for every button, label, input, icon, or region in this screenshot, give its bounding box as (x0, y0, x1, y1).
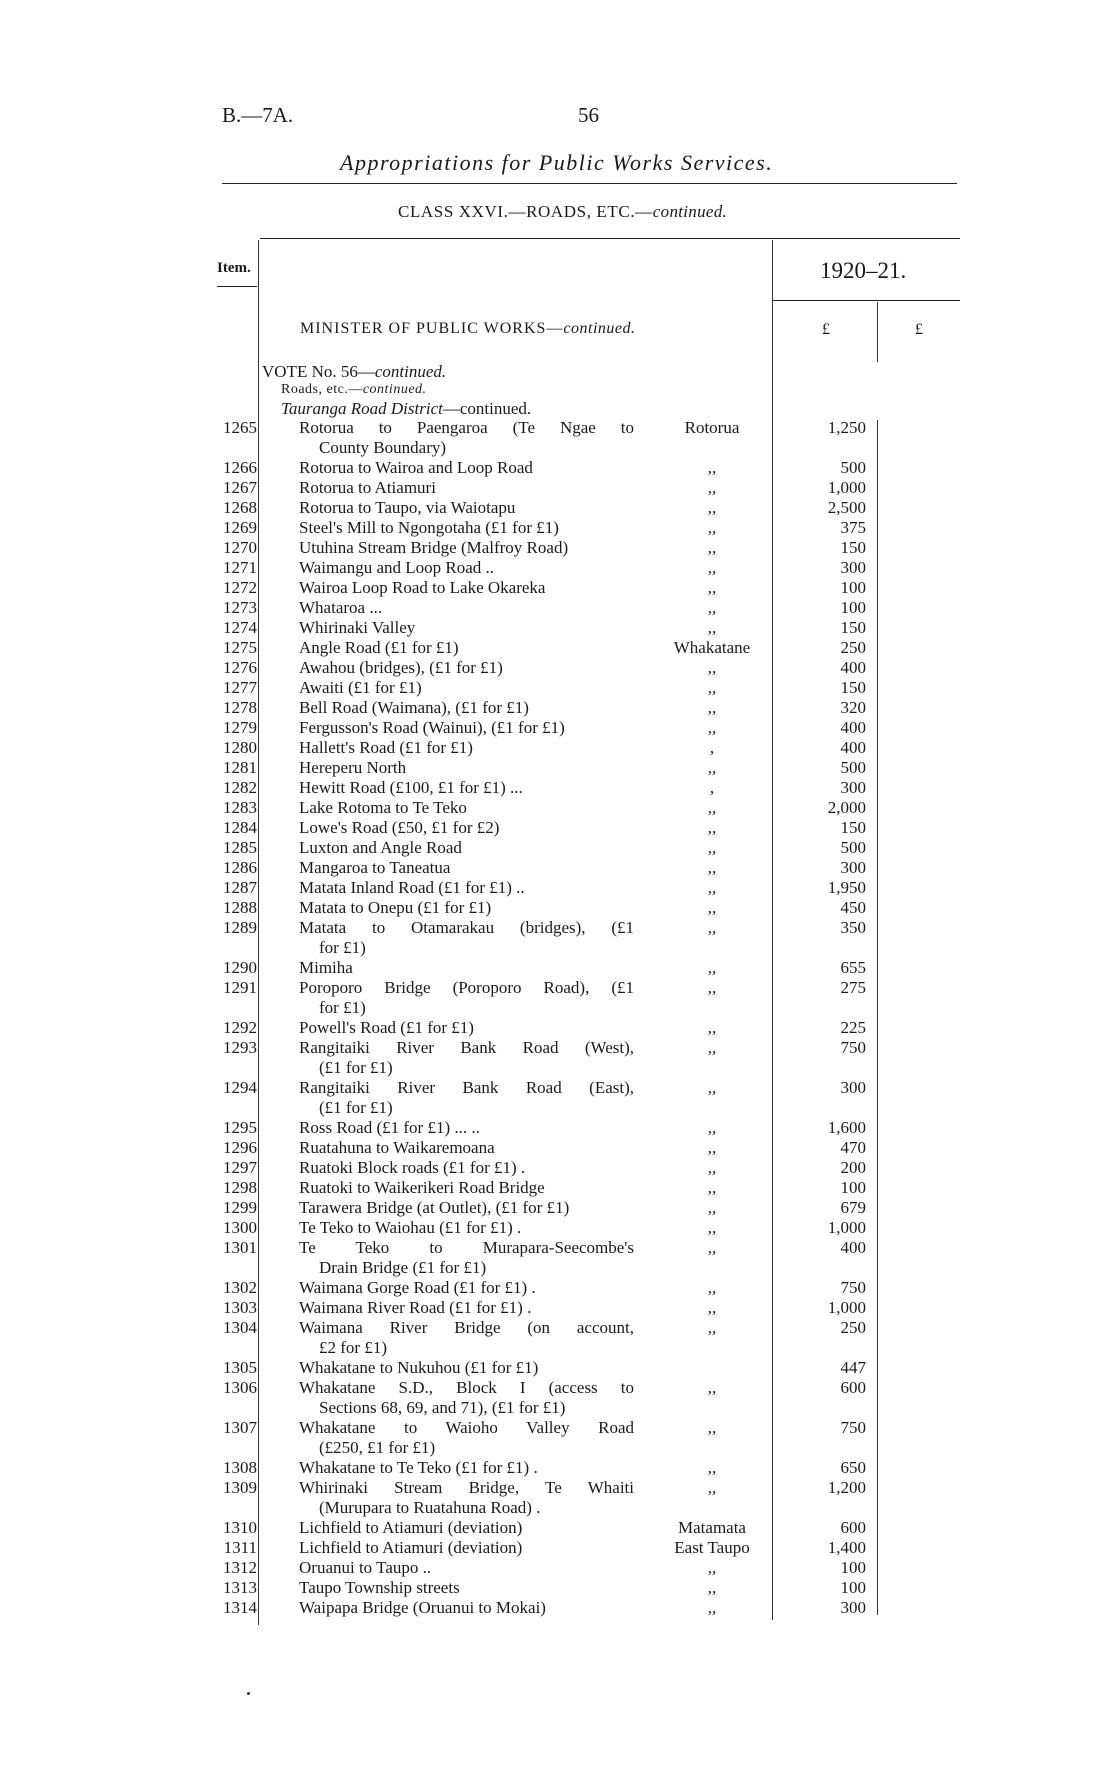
item-number: 1296 (223, 1138, 257, 1157)
item-number: 1272 (223, 578, 257, 597)
item-district: East Taupo (674, 1538, 750, 1557)
item-description-line: Fergusson's Road (Wainui), (£1 for £1) (299, 718, 565, 737)
item-amount: 150 (840, 538, 866, 557)
item-district: ,, (707, 798, 717, 817)
item-number: 1292 (223, 1018, 257, 1037)
page-mark (247, 1692, 250, 1695)
item-district: ,, (707, 1218, 717, 1237)
item-description-continuation: (£1 for £1) (319, 1058, 393, 1077)
item-description-line: Matata to Otamarakau (bridges), (£1 (299, 918, 634, 937)
item-district: ,, (707, 818, 717, 837)
item-description-line: Wairoa Loop Road to Lake Okareka (299, 578, 546, 597)
item-number: 1299 (223, 1198, 257, 1217)
item-district: ,, (707, 558, 717, 577)
item-district: ,, (707, 718, 717, 737)
item-number: 1289 (223, 918, 257, 937)
item-description-continuation: County Boundary) (319, 438, 447, 457)
item-description (299, 478, 634, 498)
item-district: ,, (707, 1178, 717, 1197)
item-number: 1305 (223, 1358, 257, 1377)
item-description (299, 1218, 634, 1238)
item-district: ,, (707, 758, 717, 777)
item-description (299, 838, 634, 858)
item-description-line: Whakatane to Te Teko (£1 for £1) . (299, 1458, 538, 1477)
item-district: ,, (707, 578, 717, 597)
item-description (299, 798, 634, 818)
item-description (299, 818, 634, 838)
item-amount: 750 (840, 1418, 866, 1437)
item-description (299, 638, 634, 658)
item-district: ,, (707, 498, 717, 517)
item-description-line: Hereperu North (299, 758, 407, 777)
item-amount: 300 (840, 1598, 866, 1617)
item-number: 1303 (223, 1298, 257, 1317)
item-amount: 1,000 (827, 1218, 866, 1237)
item-description (299, 1578, 634, 1598)
item-description-line: Lichfield to Atiamuri (deviation) (299, 1518, 523, 1537)
item-description-line: Rangitaiki River Bank Road (West), (299, 1038, 634, 1057)
item-number: 1285 (223, 838, 257, 857)
item-number: 1287 (223, 878, 257, 897)
document-reference: B.—7A. (222, 103, 294, 127)
item-description (299, 1018, 634, 1038)
item-district: ,, (707, 538, 717, 557)
item-description-continuation: Drain Bridge (£1 for £1) (319, 1258, 487, 1277)
pound-column-2: £ (915, 321, 923, 338)
item-description-line: Ruatoki to Waikerikeri Road Bridge (299, 1178, 545, 1197)
item-amount: 100 (840, 598, 866, 617)
item-district: ,, (707, 1198, 717, 1217)
title-rule (222, 183, 957, 184)
item-amount: 100 (840, 1178, 866, 1197)
item-column-divider (258, 240, 259, 1625)
item-amount: 400 (840, 658, 866, 677)
item-description-continuation: (£1 for £1) (319, 1098, 393, 1117)
item-district: Whakatane (673, 638, 751, 657)
item-amount: 400 (840, 738, 866, 757)
item-description (299, 918, 634, 958)
item-number: 1300 (223, 1218, 257, 1237)
item-description-line: Lake Rotoma to Te Teko (299, 798, 467, 817)
item-description (299, 618, 634, 638)
item-description (299, 1478, 634, 1518)
item-number: 1277 (223, 678, 257, 697)
item-description-line: Rotorua to Atiamuri (299, 478, 436, 497)
pound-column-divider (877, 302, 878, 362)
item-description-line: Whakatane to Nukuhou (£1 for £1) (299, 1358, 539, 1377)
item-amount: 1,200 (827, 1478, 866, 1497)
item-description-line: Steel's Mill to Ngongotaha (£1 for £1) (299, 518, 559, 537)
item-number: 1284 (223, 818, 257, 837)
item-district: ,, (707, 1298, 717, 1317)
item-amount: 655 (840, 958, 866, 977)
item-number: 1302 (223, 1278, 257, 1297)
item-amount: 679 (840, 1198, 866, 1217)
item-district: ,, (707, 1238, 717, 1257)
item-amount: 2,000 (827, 798, 866, 817)
item-amount: 350 (840, 918, 866, 937)
item-description (299, 1238, 634, 1278)
item-number: 1311 (223, 1538, 257, 1557)
item-description (299, 758, 634, 778)
item-number: 1288 (223, 898, 257, 917)
item-amount: 500 (840, 838, 866, 857)
vote-heading: VOTE No. 56—continued. (262, 362, 447, 381)
item-description (299, 498, 634, 518)
item-description-line: Awaiti (£1 for £1) (299, 678, 422, 697)
item-amount: 470 (840, 1138, 866, 1157)
item-amount: 1,250 (827, 418, 866, 437)
item-amount: 1,400 (827, 1538, 866, 1557)
item-amount: 100 (840, 1558, 866, 1577)
item-district: ,, (707, 838, 717, 857)
item-district: ,, (707, 858, 717, 877)
item-district: ,, (707, 1558, 717, 1577)
item-description (299, 658, 634, 678)
item-description-line: Waimana Gorge Road (£1 for £1) . (299, 1278, 536, 1297)
item-district: ,, (707, 1278, 717, 1297)
item-description-line: Ruatoki Block roads (£1 for £1) . (299, 1158, 526, 1177)
item-amount: 500 (840, 758, 866, 777)
item-amount: 150 (840, 678, 866, 697)
item-number: 1301 (223, 1238, 257, 1257)
item-number: 1280 (223, 738, 257, 757)
item-number: 1281 (223, 758, 257, 777)
item-description-line: Matata to Onepu (£1 for £1) (299, 898, 492, 917)
item-description-line: Ruatahuna to Waikaremoana (299, 1138, 495, 1157)
item-amount: 1,000 (827, 1298, 866, 1317)
item-district: ,, (707, 1018, 717, 1037)
item-description (299, 718, 634, 738)
item-amount: 225 (840, 1018, 866, 1037)
item-description (299, 898, 634, 918)
item-number: 1314 (223, 1598, 257, 1617)
item-district: ,, (707, 678, 717, 697)
item-description (299, 1318, 634, 1358)
item-district: ,, (707, 698, 717, 717)
item-description (299, 698, 634, 718)
item-amount: 300 (840, 858, 866, 877)
item-district: ,, (707, 1578, 717, 1597)
item-description-line: Whirinaki Stream Bridge, Te Whaiti (299, 1478, 634, 1497)
item-description-continuation: for £1) (319, 938, 366, 957)
item-district: ,, (707, 1158, 717, 1177)
item-amount: 500 (840, 458, 866, 477)
item-description-line: Tarawera Bridge (at Outlet), (£1 for £1) (299, 1198, 570, 1217)
item-number: 1307 (223, 1418, 257, 1437)
district-heading: Tauranga Road District—continued. (281, 399, 532, 418)
item-number: 1309 (223, 1478, 257, 1497)
item-description (299, 558, 634, 578)
item-amount: 400 (840, 718, 866, 737)
pound-column-1: £ (822, 321, 830, 338)
item-amount: 1,950 (827, 878, 866, 897)
item-district: ,, (707, 1078, 717, 1097)
item-district: ,, (707, 978, 717, 997)
item-description-continuation: Sections 68, 69, and 71), (£1 for £1) (319, 1398, 566, 1417)
item-amount: 2,500 (827, 498, 866, 517)
item-district: ,, (707, 1378, 717, 1397)
item-description (299, 578, 634, 598)
item-number: 1310 (223, 1518, 257, 1537)
item-district: ,, (707, 918, 717, 937)
item-amount: 250 (840, 638, 866, 657)
item-description (299, 1538, 634, 1558)
item-description-line: Taupo Township streets (299, 1578, 460, 1597)
class-heading: CLASS XXVI.—ROADS, ETC.—continued. (398, 202, 728, 221)
item-district: , (709, 738, 715, 757)
item-number: 1295 (223, 1118, 257, 1137)
item-description (299, 1558, 634, 1578)
item-district: ,, (707, 1038, 717, 1057)
item-description (299, 1198, 634, 1218)
item-number: 1266 (223, 458, 257, 477)
item-description (299, 1278, 634, 1298)
item-amount: 100 (840, 1578, 866, 1597)
item-description-line: Angle Road (£1 for £1) (299, 638, 459, 657)
item-number: 1275 (223, 638, 257, 657)
page-title: Appropriations for Public Works Services. (340, 150, 774, 175)
item-amount: 600 (840, 1378, 866, 1397)
item-description (299, 1178, 634, 1198)
item-description-line: Te Teko to Murapara-Seecombe's (299, 1238, 634, 1257)
item-description (299, 978, 634, 1018)
item-number: 1313 (223, 1578, 257, 1597)
item-district: Rotorua (684, 418, 740, 437)
item-number: 1270 (223, 538, 257, 557)
item-number: 1273 (223, 598, 257, 617)
item-district: ,, (707, 658, 717, 677)
item-number: 1276 (223, 658, 257, 677)
item-number: 1271 (223, 558, 257, 577)
amount-column-divider (772, 240, 773, 1620)
item-district: ,, (707, 878, 717, 897)
item-description (299, 458, 634, 478)
item-district: ,, (707, 518, 717, 537)
item-description-line: Hallett's Road (£1 for £1) (299, 738, 473, 757)
item-header-rule (217, 286, 257, 287)
item-description (299, 738, 634, 758)
item-amount: 300 (840, 778, 866, 797)
item-description-line: Lowe's Road (£50, £1 for £2) (299, 818, 500, 837)
roads-etc-heading: Roads, etc.—continued. (281, 382, 427, 397)
item-description (299, 1518, 634, 1538)
item-number: 1268 (223, 498, 257, 517)
item-amount: 750 (840, 1278, 866, 1297)
item-description (299, 778, 634, 798)
item-number: 1278 (223, 698, 257, 717)
item-number: 1279 (223, 718, 257, 737)
item-amount: 1,000 (827, 478, 866, 497)
pound-column-divider-lower (877, 420, 878, 1615)
item-description-continuation: for £1) (319, 998, 366, 1017)
item-description (299, 418, 634, 458)
item-district: , (709, 778, 715, 797)
item-number: 1298 (223, 1178, 257, 1197)
item-district: ,, (707, 1118, 717, 1137)
item-amount: 150 (840, 618, 866, 637)
item-amount: 275 (840, 978, 866, 997)
item-description (299, 678, 634, 698)
item-description (299, 1358, 634, 1378)
item-description-line: Mangaroa to Taneatua (299, 858, 451, 877)
item-description (299, 1118, 634, 1138)
item-number: 1297 (223, 1158, 257, 1177)
item-district: ,, (707, 1458, 717, 1477)
item-description-line: Poroporo Bridge (Poroporo Road), (£1 (299, 978, 634, 997)
item-number: 1269 (223, 518, 257, 537)
item-description (299, 1598, 634, 1618)
item-description-line: Waimangu and Loop Road .. (299, 558, 495, 577)
item-description-line: Lichfield to Atiamuri (deviation) (299, 1538, 523, 1557)
item-district: ,, (707, 1138, 717, 1157)
item-description-line: Bell Road (Waimana), (£1 for £1) (299, 698, 529, 717)
item-description-line: Ross Road (£1 for £1) ... .. (299, 1118, 480, 1137)
item-description-line: Luxton and Angle Road (299, 838, 462, 857)
minister-heading: MINISTER OF PUBLIC WORKS—continued. (300, 320, 636, 337)
header-rule (260, 238, 960, 239)
item-amount: 375 (840, 518, 866, 537)
item-number: 1274 (223, 618, 257, 637)
item-description (299, 518, 634, 538)
item-district: ,, (707, 1318, 717, 1337)
item-description (299, 598, 634, 618)
item-amount: 400 (840, 1238, 866, 1257)
item-description-line: Whakatane S.D., Block I (access to (299, 1378, 634, 1397)
item-description (299, 1418, 634, 1458)
item-number: 1312 (223, 1558, 257, 1577)
item-description-continuation: (Murupara to Ruatahuna Road) . (319, 1498, 541, 1517)
item-district: ,, (707, 1418, 717, 1437)
page-number: 56 (578, 103, 599, 127)
item-description (299, 538, 634, 558)
item-amount: 150 (840, 818, 866, 837)
item-description-line: Oruanui to Taupo .. (299, 1558, 432, 1577)
item-amount: 650 (840, 1458, 866, 1477)
item-district: ,, (707, 1598, 717, 1617)
item-description (299, 958, 634, 978)
item-description (299, 878, 634, 898)
item-description-line: Te Teko to Waiohau (£1 for £1) . (299, 1218, 522, 1237)
item-district: ,, (707, 598, 717, 617)
item-description-line: Hewitt Road (£100, £1 for £1) ... (299, 778, 523, 797)
item-number: 1294 (223, 1078, 257, 1097)
item-description-line: Utuhina Stream Bridge (Malfroy Road) (299, 538, 569, 557)
item-amount: 750 (840, 1038, 866, 1057)
item-amount: 450 (840, 898, 866, 917)
item-description-line: Waimana River Bridge (on account, (299, 1318, 634, 1337)
item-description-line: Awahou (bridges), (£1 for £1) (299, 658, 503, 677)
item-number: 1290 (223, 958, 257, 977)
item-description-line: Powell's Road (£1 for £1) (299, 1018, 474, 1037)
item-number: 1265 (223, 418, 257, 437)
item-number: 1267 (223, 478, 257, 497)
item-description-line: Matata Inland Road (£1 for £1) .. (299, 878, 525, 897)
item-amount: 447 (840, 1358, 866, 1377)
item-description-line: Waipapa Bridge (Oruanui to Mokai) (299, 1598, 546, 1617)
item-number: 1304 (223, 1318, 257, 1337)
item-number: 1291 (223, 978, 257, 997)
item-description (299, 1078, 634, 1118)
item-description-line: Waimana River Road (£1 for £1) . (299, 1298, 532, 1317)
year-header-rule (773, 300, 960, 301)
item-amount: 1,600 (827, 1118, 866, 1137)
item-description-continuation: (£250, £1 for £1) (319, 1438, 436, 1457)
item-description (299, 1298, 634, 1318)
item-number: 1308 (223, 1458, 257, 1477)
item-description-continuation: £2 for £1) (319, 1338, 387, 1357)
item-amount: 600 (840, 1518, 866, 1537)
item-description (299, 858, 634, 878)
year-header: 1920–21. (820, 258, 907, 283)
item-description-line: Mimiha (299, 958, 353, 977)
item-amount: 300 (840, 1078, 866, 1097)
item-description (299, 1158, 634, 1178)
item-amount: 100 (840, 578, 866, 597)
item-description-line: Whirinaki Valley (299, 618, 416, 637)
item-number: 1286 (223, 858, 257, 877)
item-description-line: Rotorua to Taupo, via Waiotapu (299, 498, 516, 517)
item-description (299, 1138, 634, 1158)
item-amount: 320 (840, 698, 866, 717)
item-district: ,, (707, 478, 717, 497)
item-amount: 300 (840, 558, 866, 577)
item-district: ,, (707, 458, 717, 477)
item-description (299, 1458, 634, 1478)
item-district: ,, (707, 898, 717, 917)
item-district: ,, (707, 618, 717, 637)
item-district: ,, (707, 958, 717, 977)
item-description (299, 1378, 634, 1418)
item-description (299, 1038, 634, 1078)
item-column-header: Item. (217, 260, 251, 276)
item-number: 1283 (223, 798, 257, 817)
item-district: ,, (707, 1478, 717, 1497)
item-description-line: Whataroa ... (299, 598, 383, 617)
item-number: 1306 (223, 1378, 257, 1397)
item-description-line: Whakatane to Waioho Valley Road (299, 1418, 634, 1437)
item-number: 1282 (223, 778, 257, 797)
item-amount: 250 (840, 1318, 866, 1337)
item-amount: 200 (840, 1158, 866, 1177)
item-district: Matamata (678, 1518, 746, 1537)
item-description-line: Rotorua to Paengaroa (Te Ngae to (299, 418, 634, 437)
item-description-line: Rangitaiki River Bank Road (East), (299, 1078, 634, 1097)
item-number: 1293 (223, 1038, 257, 1057)
item-description-line: Rotorua to Wairoa and Loop Road (299, 458, 533, 477)
